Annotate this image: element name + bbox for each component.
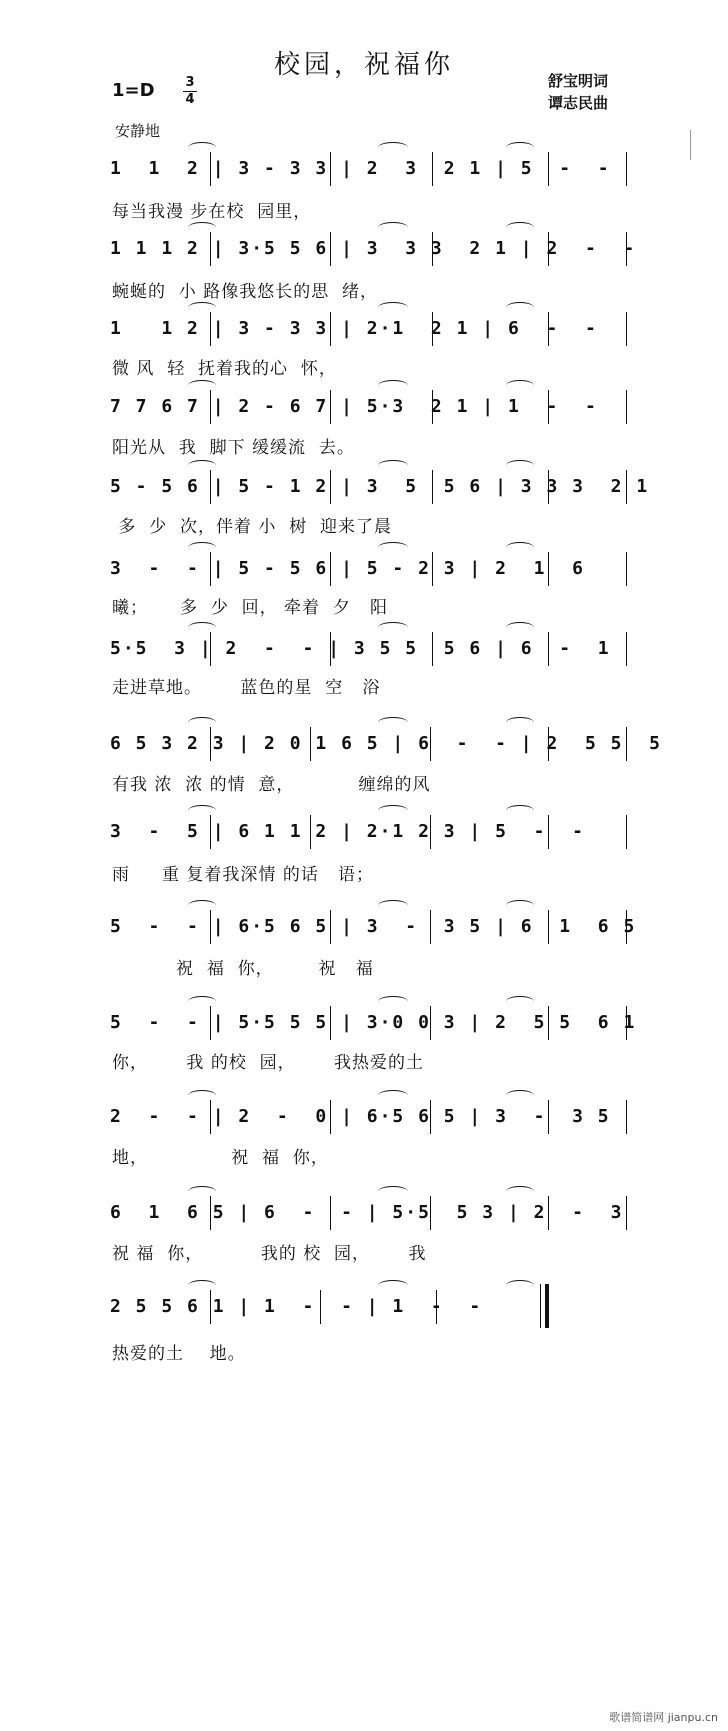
slur-mark <box>506 900 534 911</box>
final-bar-line <box>540 1284 549 1328</box>
music-line <box>110 815 630 849</box>
notation-text: 5 - - | 5·5 5 5 | 3·0 0 3 | 2 5 5 6 1 <box>110 1012 637 1033</box>
music-line <box>110 312 630 346</box>
song-title: 校园，祝福你 <box>273 50 454 80</box>
notation-text: 3 - - | 5 - 5 6 | 5 - 2 3 | 2 1 6 <box>110 558 585 579</box>
lyrics-line: 每当我漫 步在校 园里， <box>112 202 312 222</box>
bar-line <box>626 1006 627 1040</box>
slur-mark <box>506 1280 534 1291</box>
bar-line <box>626 910 627 944</box>
bar-line <box>626 1196 627 1230</box>
music-line <box>110 632 630 666</box>
notation-text: 1 1 1 2 | 3·5 5 6 | 3 3 3 2 1 | 2 - - <box>110 238 637 259</box>
notation-text: 7 7 6 7 | 2 - 6 7 | 5·3 2 1 | 1 - - <box>110 396 598 417</box>
bar-line <box>548 152 549 186</box>
lyrics-line: 阳光从 我 脚下 缓缓流 去。 <box>112 438 355 458</box>
slur-mark <box>378 380 408 391</box>
bar-line <box>210 390 211 424</box>
slur-mark <box>506 1090 534 1101</box>
lyrics-line: 你， 我 的校 园， 我热爱的土 <box>112 1053 425 1073</box>
bar-line <box>210 910 211 944</box>
bar-line <box>626 815 627 849</box>
slur-mark <box>188 805 216 816</box>
bar-line <box>548 1006 549 1040</box>
lyrics-line: 热爱的土 地。 <box>112 1344 246 1364</box>
bar-line <box>430 910 431 944</box>
slur-mark <box>378 142 408 153</box>
lyrics-line: 微 风 轻 抚着我的心 怀， <box>112 359 337 379</box>
music-line <box>110 727 662 761</box>
bar-line <box>330 632 331 666</box>
slur-mark <box>506 622 534 633</box>
key-signature: 1=D <box>112 80 155 101</box>
slur-mark <box>506 805 534 816</box>
bar-line <box>210 815 211 849</box>
notation-text: 1 1 2 | 3 - 3 3 | 2 3 2 1 | 5 - - <box>110 158 611 179</box>
notation-text: 5 - - | 6·5 6 5 | 3 - 3 5 | 6 1 6 5 <box>110 916 637 937</box>
bar-line <box>626 552 627 586</box>
slur-mark <box>506 717 534 728</box>
bar-line <box>330 1006 331 1040</box>
bar-line <box>432 552 433 586</box>
bar-line <box>432 152 433 186</box>
bar-line <box>430 1006 431 1040</box>
lyrics-line: 祝 福 你， 祝 福 <box>112 959 374 979</box>
bar-line <box>210 470 211 504</box>
slur-mark <box>506 380 534 391</box>
bar-line <box>548 1196 549 1230</box>
composer-credit: 谭志民曲 <box>547 94 608 112</box>
lyrics-line: 走进草地。 蓝色的星 空 浴 <box>112 678 381 698</box>
notation-text: 6 5 3 2 3 | 2 0 1 6 5 | 6 - - | 2 5 5 5 <box>110 733 662 754</box>
slur-mark <box>378 542 408 553</box>
music-line <box>110 152 630 186</box>
lyrics-line: 雨 重 复着我深情 的话 语； <box>112 865 375 885</box>
bar-line <box>210 152 211 186</box>
bar-line <box>310 727 311 761</box>
notation-text: 3 - 5 | 6 1 1 2 | 2·1 2 3 | 5 - - <box>110 821 585 842</box>
bar-line <box>430 727 431 761</box>
bar-line <box>626 232 627 266</box>
bar-line <box>432 390 433 424</box>
lyrics-line: 有我 浓 浓 的情 意， 缠绵的风 <box>112 775 431 795</box>
slur-mark <box>188 900 216 911</box>
bar-line <box>330 232 331 266</box>
bar-line <box>210 1100 211 1134</box>
slur-mark <box>506 222 534 233</box>
slur-mark <box>506 460 534 471</box>
bar-line <box>210 312 211 346</box>
bar-line <box>210 632 211 666</box>
slur-mark <box>506 142 534 153</box>
slur-mark <box>378 222 408 233</box>
bar-line <box>210 232 211 266</box>
notation-text: 5 - 5 6 | 5 - 1 2 | 3 5 5 6 | 3 3 3 2 1 <box>110 476 650 497</box>
music-line <box>110 552 630 586</box>
bar-line <box>626 632 627 666</box>
time-signature-denominator: 4 <box>185 92 195 107</box>
bar-line <box>330 390 331 424</box>
bar-line <box>626 727 627 761</box>
slur-mark <box>188 1280 216 1291</box>
notation-text: 5·5 3 | 2 - - | 3 5 5 5 6 | 6 - 1 <box>110 638 611 659</box>
bar-line <box>330 470 331 504</box>
lyricist-credit: 舒宝明词 <box>547 72 608 90</box>
bar-line <box>548 312 549 346</box>
bar-line <box>432 470 433 504</box>
slur-mark <box>188 542 216 553</box>
bar-line <box>548 390 549 424</box>
bar-line <box>548 727 549 761</box>
music-line <box>110 232 637 266</box>
lyrics-line: 多 少 次，伴着 小 树 迎来了晨 <box>112 517 393 537</box>
slur-mark <box>188 460 216 471</box>
lyrics-line: 地， 祝 福 你， <box>112 1148 329 1168</box>
tempo-marking: 安静地 <box>115 122 161 140</box>
notation-text: 2 - - | 2 - 0 | 6·5 6 5 | 3 - 3 5 <box>110 1106 611 1127</box>
slur-mark <box>188 717 216 728</box>
bar-line <box>330 552 331 586</box>
slur-mark <box>378 302 408 313</box>
slur-mark <box>188 1090 216 1101</box>
slur-mark <box>506 542 534 553</box>
time-signature-numerator: 3 <box>185 75 195 90</box>
bar-line <box>210 1196 211 1230</box>
bar-line <box>210 1006 211 1040</box>
bar-line <box>548 470 549 504</box>
slur-mark <box>506 996 534 1007</box>
bar-line <box>210 552 211 586</box>
bar-line <box>330 1100 331 1134</box>
bar-line <box>310 815 311 849</box>
notation-text: 6 1 6 5 | 6 - - | 5·5 5 3 | 2 - 3 <box>110 1202 624 1223</box>
bar-line <box>548 1100 549 1134</box>
music-line <box>110 470 650 504</box>
bar-line <box>330 1196 331 1230</box>
bar-line <box>432 232 433 266</box>
music-line <box>110 1290 630 1324</box>
slur-mark <box>188 622 216 633</box>
slur-mark <box>378 1090 408 1101</box>
lyrics-line: 曦； 多 少 回， 牵着 夕 阳 <box>112 598 389 618</box>
slur-mark <box>188 380 216 391</box>
slur-mark <box>378 460 408 471</box>
bar-line <box>330 152 331 186</box>
bar-line <box>432 632 433 666</box>
bar-line <box>548 815 549 849</box>
music-line <box>110 1006 637 1040</box>
bar-line <box>548 632 549 666</box>
slur-mark <box>378 1280 408 1291</box>
slur-mark <box>378 1186 408 1197</box>
slur-mark <box>378 622 408 633</box>
bar-line <box>626 390 627 424</box>
margin-mark <box>690 130 692 160</box>
slur-mark <box>188 996 216 1007</box>
bar-line <box>548 232 549 266</box>
slur-mark <box>188 142 216 153</box>
time-signature <box>183 76 197 107</box>
music-line <box>110 910 637 944</box>
bar-line <box>548 552 549 586</box>
bar-line <box>626 152 627 186</box>
bar-line <box>210 727 211 761</box>
slur-mark <box>378 900 408 911</box>
bar-line <box>330 312 331 346</box>
bar-line <box>320 1290 321 1324</box>
bar-line <box>626 1100 627 1134</box>
music-line <box>110 1196 630 1230</box>
bar-line <box>330 910 331 944</box>
slur-mark <box>378 805 408 816</box>
bar-line <box>430 815 431 849</box>
bar-line <box>430 1196 431 1230</box>
watermark-footer: 歌谱简谱网 jianpu.cn <box>609 1711 718 1724</box>
slur-mark <box>188 222 216 233</box>
notation-text: 2 5 5 6 1 | 1 - - | 1 - - <box>110 1296 483 1317</box>
slur-mark <box>378 996 408 1007</box>
slur-mark <box>506 1186 534 1197</box>
bar-line <box>430 1100 431 1134</box>
slur-mark <box>188 302 216 313</box>
bar-line <box>436 1290 437 1324</box>
lyrics-line: 蜿蜒的 小 路像我悠长的思 绪， <box>112 282 379 302</box>
notation-text: 1 1 2 | 3 - 3 3 | 2·1 2 1 | 6 - - <box>110 318 598 339</box>
music-line <box>110 390 630 424</box>
slur-mark <box>188 1186 216 1197</box>
music-line <box>110 1100 630 1134</box>
bar-line <box>548 910 549 944</box>
bar-line <box>626 470 627 504</box>
slur-mark <box>378 717 408 728</box>
bar-line <box>626 312 627 346</box>
lyrics-line: 祝 福 你， 我的 校 园， 我 <box>112 1244 427 1264</box>
bar-line <box>210 1290 211 1324</box>
slur-mark <box>506 302 534 313</box>
bar-line <box>432 312 433 346</box>
